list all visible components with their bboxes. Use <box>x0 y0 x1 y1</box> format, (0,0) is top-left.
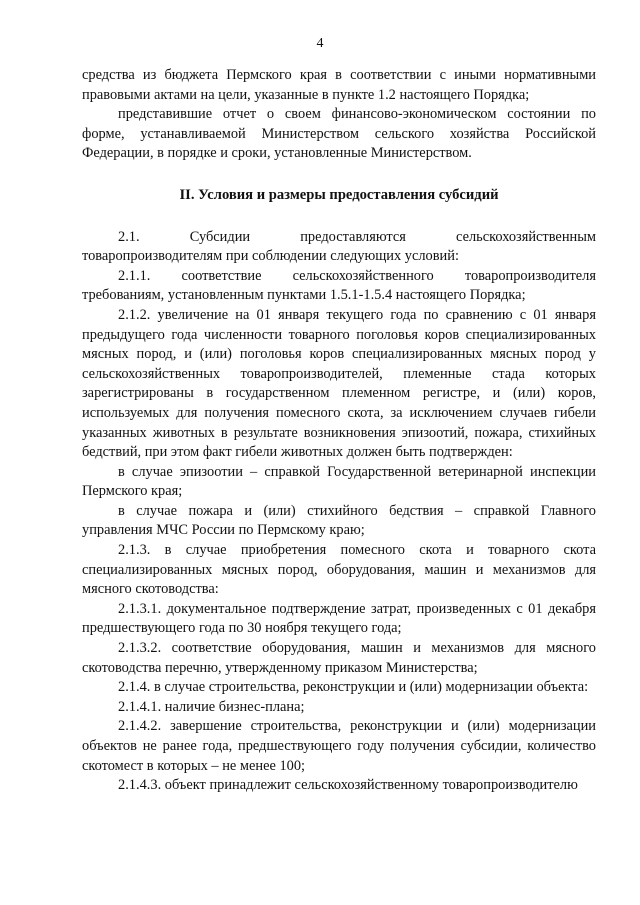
paragraph-epizootic: в случае эпизоотии – справкой Государственной ветеринарной инспекции Пермского края; <box>82 463 596 500</box>
paragraph-2-1-3-1: 2.1.3.1. документальное подтверждение затрат, произведенных с 01 декабря предшествующего года по 30 ноября текущего года; <box>82 600 596 637</box>
page-number: 4 <box>316 36 324 51</box>
paragraph-report-condition: представившие отчет о своем финансово-экономическом состоянии по форме, устанавливаемой Министерством сельского хозяйства Российской Федерации, в порядке и сроки, установленные Министерством. <box>82 106 596 162</box>
paragraph-2-1-4-3: 2.1.4.3. объект принадлежит сельскохозяйственному товаропроизводителю <box>118 777 578 794</box>
paragraph-2-1-4: 2.1.4. в случае строительства, реконструкции и (или) модернизации объекта: <box>118 679 589 696</box>
paragraph-2-1-3: 2.1.3. в случае приобретения помесного скота и товарного скота специализированных мясных пород, оборудования, машин и механизмов для мясного скотоводства: <box>82 542 596 598</box>
section-title: II. Условия и размеры предоставления субсидий <box>179 186 499 203</box>
paragraph-2-1-4-2: 2.1.4.2. завершение строительства, реконструкции и (или) модернизации объектов не ранее года, предшествующего году получения субсидии, количество скотомест в которых – не менее 100; <box>82 718 596 774</box>
paragraph-2-1: 2.1. Субсидии предоставляются сельскохозяйственным товаропроизводителям при соблюдении следующих условий: <box>82 228 596 265</box>
paragraph-2-1-4-1: 2.1.4.1. наличие бизнес-плана; <box>118 698 305 715</box>
paragraph-2-1-1: 2.1.1. соответствие сельскохозяйственного товаропроизводителя требованиям, установленным пунктами 1.5.1-1.5.4 настоящего Порядка; <box>82 267 596 304</box>
paragraph-continuation: средства из бюджета Пермского края в соответствии с иными нормативными правовыми актами на цели, указанные в пункте 1.2 настоящего Порядка; <box>82 67 596 103</box>
paragraph-2-1-3-2: 2.1.3.2. соответствие оборудования, машин и механизмов для мясного скотоводства перечню, утвержденному приказом Министерства; <box>82 640 596 676</box>
paragraph-fire-disaster: в случае пожара и (или) стихийного бедствия – справкой Главного управления МЧС России по Пермскому краю; <box>82 502 596 539</box>
paragraph-2-1-2: 2.1.2. увеличение на 01 января текущего года по сравнению с 01 января предыдущего года численности товарного поголовья коров специализированных мясных пород, и (или) поголовья коров специализированных мясных пород у сельскохозяйственных товаропроизводителей, племенные стада которых зарегистрированы в государственном племенном регистре, и (или) коров, используемых для получения помесного скота, за исключением случаев гибели указанных животных в результате возникновения эпизоотий, пожара, стихийных бедствий, при этом факт гибели животных должен быть подтвержден: <box>82 306 596 461</box>
document-body <box>82 66 596 796</box>
